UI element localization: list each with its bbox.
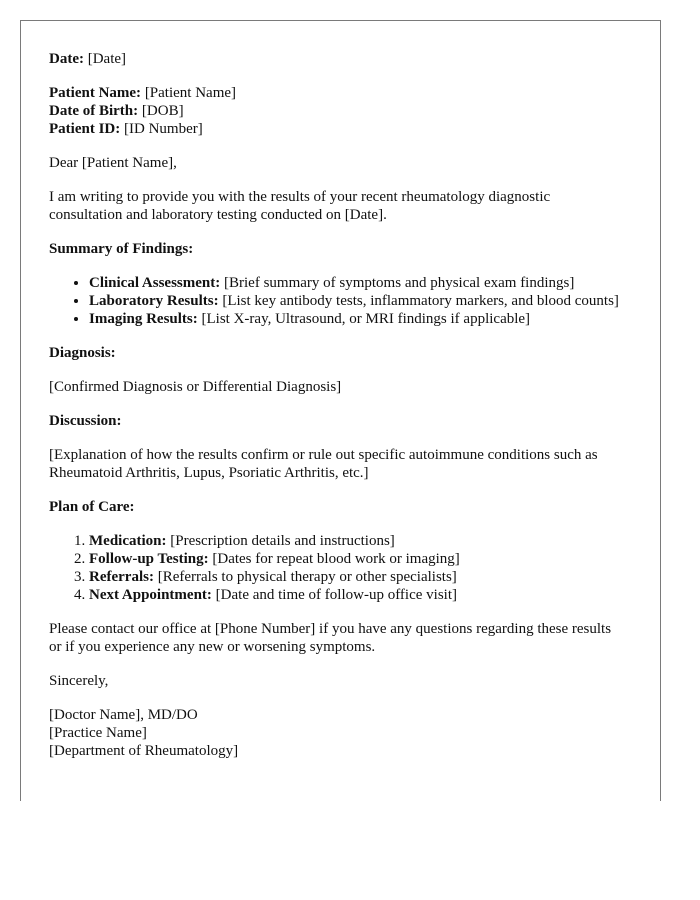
greeting: Dear [Patient Name],	[49, 155, 177, 171]
list-item-text: [Referrals to physical therapy or other specialists]	[157, 569, 457, 585]
plan-heading	[49, 498, 619, 516]
date-label: Date:	[49, 51, 84, 67]
department-name: [Department of Rheumatology]	[49, 743, 239, 759]
plan-heading-text: Plan of Care:	[49, 499, 135, 515]
closing: Sincerely,	[49, 673, 109, 689]
list-item-label: Laboratory Results:	[89, 293, 219, 309]
list-item	[89, 586, 619, 604]
list-item	[89, 550, 619, 568]
list-item-text: [Dates for repeat blood work or imaging]	[212, 551, 460, 567]
intro-paragraph: I am writing to provide you with the results of your recent rheumatology diagnostic consultation and laboratory testing conducted on [Date].	[49, 189, 551, 223]
plan-list	[49, 532, 619, 604]
diagnosis-text: [Confirmed Diagnosis or Differential Diagnosis]	[49, 379, 342, 395]
summary-list	[49, 274, 619, 328]
list-item-label: Medication:	[89, 533, 167, 549]
dob-value: [DOB]	[141, 103, 184, 119]
dob-line	[49, 102, 619, 120]
practice-name: [Practice Name]	[49, 725, 147, 741]
list-item	[89, 292, 619, 310]
list-item	[89, 310, 619, 328]
patient-name-line	[49, 84, 619, 102]
list-item-text: [List X-ray, Ultrasound, or MRI findings if applicable]	[201, 311, 531, 327]
diagnosis-heading-text: Diagnosis:	[49, 345, 116, 361]
list-item	[89, 568, 619, 586]
discussion-heading-text: Discussion:	[49, 413, 122, 429]
patient-id-line	[49, 120, 619, 138]
contact-paragraph: Please contact our office at [Phone Number] if you have any questions regarding these results or if you experience any new or worsening symptoms.	[49, 621, 612, 655]
patient-id-label: Patient ID:	[49, 121, 121, 137]
list-item-text: [Prescription details and instructions]	[170, 533, 395, 549]
diagnosis-heading	[49, 344, 619, 362]
date-line	[49, 50, 619, 68]
patient-info	[49, 84, 619, 138]
doctor-name: [Doctor Name], MD/DO	[49, 707, 198, 723]
discussion-heading	[49, 412, 619, 430]
patient-name-value: [Patient Name]	[144, 85, 237, 101]
date-value: [Date]	[87, 51, 127, 67]
patient-name-label: Patient Name:	[49, 85, 142, 101]
list-item-label: Imaging Results:	[89, 311, 198, 327]
letter-page	[20, 20, 661, 801]
dob-label: Date of Birth:	[49, 103, 139, 119]
list-item	[89, 532, 619, 550]
summary-heading	[49, 240, 619, 258]
discussion-text: [Explanation of how the results confirm or rule out specific autoimmune conditions such as Rheumatoid Arthritis, Lupus, Psoriatic Arthritis, etc.]	[49, 447, 598, 481]
list-item-text: [Date and time of follow-up office visit]	[215, 587, 457, 603]
list-item	[89, 274, 619, 292]
letter-content	[49, 50, 619, 776]
list-item-label: Next Appointment:	[89, 587, 212, 603]
patient-id-value: [ID Number]	[124, 121, 203, 137]
list-item-text: [Brief summary of symptoms and physical exam findings]	[224, 275, 575, 291]
summary-heading-text: Summary of Findings:	[49, 241, 194, 257]
list-item-label: Clinical Assessment:	[89, 275, 221, 291]
signature-block	[49, 706, 619, 760]
list-item-text: [List key antibody tests, inflammatory markers, and blood counts]	[222, 293, 619, 309]
list-item-label: Referrals:	[89, 569, 154, 585]
list-item-label: Follow-up Testing:	[89, 551, 209, 567]
